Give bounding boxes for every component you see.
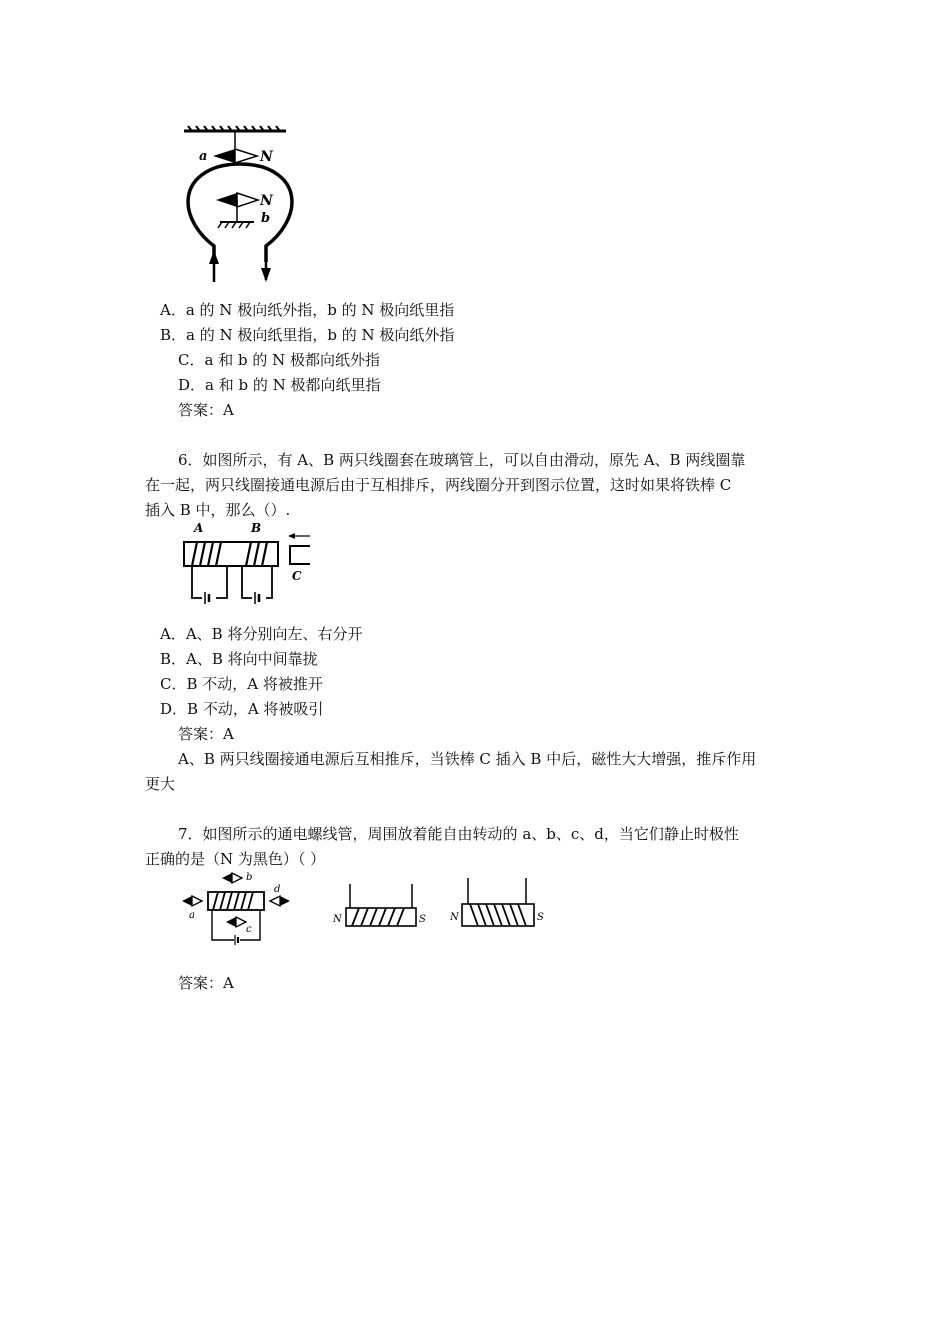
q6-option-d: D．B 不动，A 将被吸引 [160,700,324,718]
label-coil-a: A [194,521,204,535]
q7-stem-line-2: 正确的是（N 为黑色）（ ） [145,850,326,868]
label-n2: N [450,912,459,923]
q5-option-d: D．a 和 b 的 N 极都向纸里指 [178,376,381,394]
q6-explanation-line-2: 更大 [145,775,176,793]
q7-stem-line-1: 7．如图所示的通电螺线管，周围放着能自由转动的 a、b、c、d，当它们静止时极性 [178,825,739,843]
q6-option-a: A．A、B 将分别向左、右分开 [160,625,363,643]
figure-q7-solenoid-compasses [180,870,295,945]
q6-option-c: C．B 不动，A 将被推开 [160,675,323,693]
q5-option-b: B．a 的 N 极向纸里指，b 的 N 极向纸外指 [160,326,455,344]
label-compass-d: d [274,884,281,895]
figure-q7-solenoid-3 [448,876,548,934]
q5-option-a: A．a 的 N 极向纸外指，b 的 N 极向纸里指 [160,301,455,319]
q6-option-b: B．A、B 将向中间靠拢 [160,650,318,668]
q6-stem-line-3: 插入 B 中，那么（）. [145,501,291,519]
label-compass-c: c [246,924,252,935]
figure-q5-loop-compass [180,122,300,287]
label-coil-b: B [251,521,262,535]
label-compass-b: b [246,872,253,883]
q6-stem-line-2: 在一起，两只线圈接通电源后由于互相排斥，两线圈分开到图示位置，这时如果将铁棒 C [145,476,732,494]
q7-answer: 答案：A [178,974,234,992]
q5-option-c: C．a 和 b 的 N 极都向纸外指 [178,351,380,369]
label-compass-a: a [189,910,195,921]
label-s2: S [537,912,544,923]
label-s1: S [419,914,426,925]
q5-answer: 答案：A [178,401,234,419]
label-n-top: N [260,149,273,165]
label-b: b [261,211,271,226]
q6-answer: 答案：A [178,725,234,743]
figure-q6-coils [180,520,315,610]
q6-explanation-line-1: A、B 两只线圈接通电源后互相推斥，当铁棒 C 插入 B 中后，磁性大大增强，推斥作用 [178,750,757,768]
figure-q7-solenoid-2 [330,882,430,932]
label-a: a [199,149,208,164]
q6-stem-line-1: 6．如图所示，有 A、B 两只线圈套在玻璃管上，可以自由滑动，原先 A、B 两线圈靠 [178,451,746,469]
label-n1: N [333,914,342,925]
label-rod-c: C [292,569,302,583]
label-n-inner: N [260,193,273,209]
